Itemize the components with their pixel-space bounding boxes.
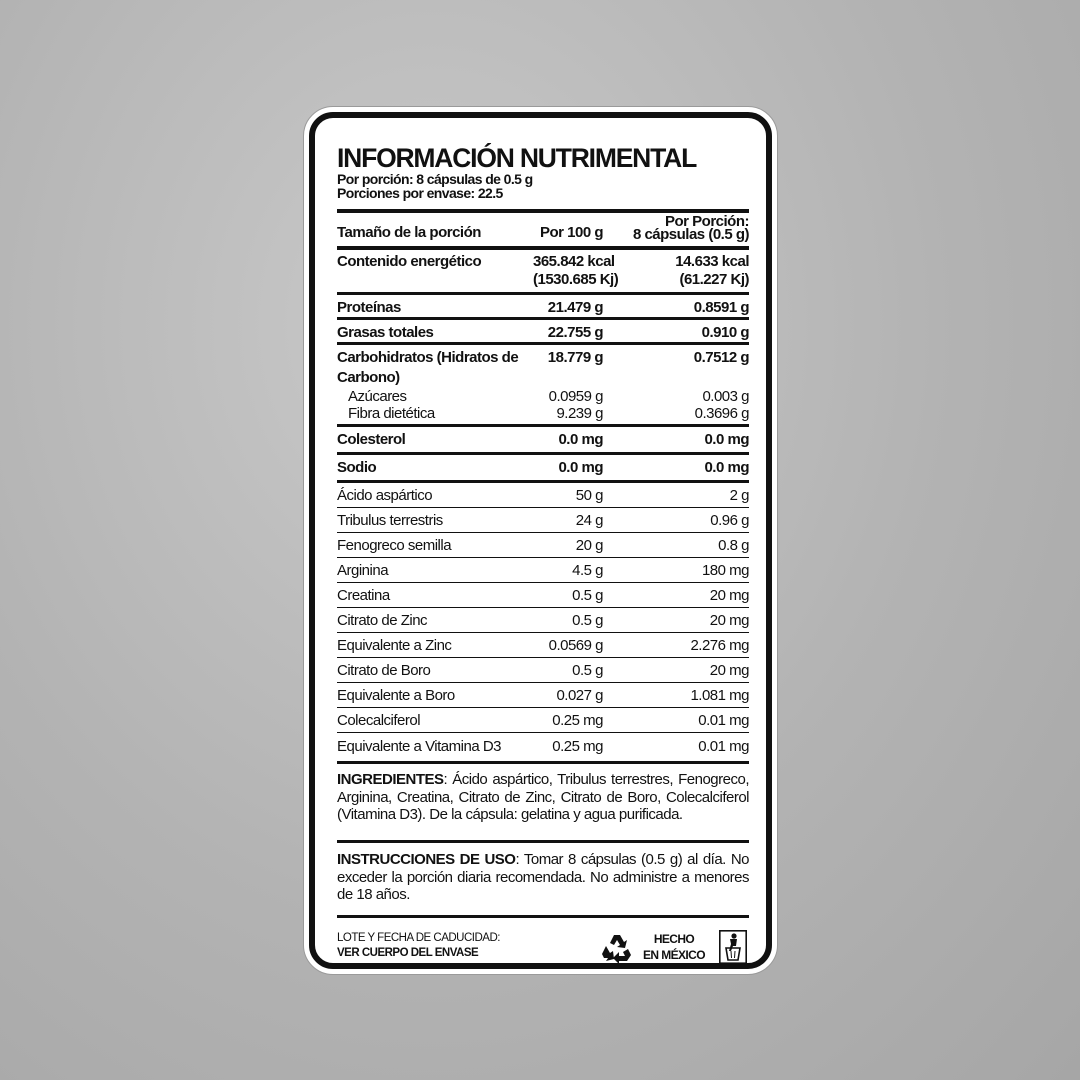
row-per100: 0.0569 g (548, 637, 603, 654)
label-footer (337, 918, 749, 980)
table-row (337, 483, 749, 508)
table-row (337, 583, 749, 608)
table-row (337, 608, 749, 633)
label-border (309, 112, 772, 969)
fats-name: Grasas totales (337, 324, 434, 341)
row-per100: 4.5 g (572, 562, 603, 579)
fats-per100: 22.755 g (547, 324, 603, 341)
energy-per100-kj: (1530.685 Kj) (533, 271, 619, 288)
row-portion: 20 mg (709, 587, 749, 604)
row-fiber (337, 405, 749, 427)
row-portion: 2.276 mg (690, 637, 749, 654)
table-row (337, 658, 749, 683)
made-in-line1: HECHO (653, 932, 695, 946)
table-row (337, 683, 749, 708)
ingredients-text: : Ácido aspártico, Tribulus terrestres, Fenogreco, Arginina, Creatina, Citrato de Zinc, Citrato de Boro, Colecalciferol (Vitamina D3). De la cápsula: gelatina y agua purificada. (337, 771, 749, 823)
made-in-line2: EN MÉXICO (643, 948, 705, 962)
instructions-section (337, 843, 749, 918)
row-sugars (337, 388, 749, 405)
trash-bin-icon (719, 930, 747, 964)
row-portion: 0.01 mg (698, 738, 749, 755)
sodium-per100: 0.0 mg (558, 459, 603, 476)
fats-portion: 0.910 g (701, 324, 749, 341)
row-cholesterol (337, 427, 749, 455)
row-name: Creatina (337, 587, 390, 604)
proteins-portion: 0.8591 g (693, 299, 749, 316)
energy-per100-kcal: 365.842 kcal (533, 253, 615, 270)
ingredients-label: INGREDIENTES (337, 771, 444, 788)
row-per100: 0.027 g (556, 687, 603, 704)
lot-expiry-line2: VER CUERPO DEL ENVASE (337, 947, 479, 959)
carbs-portion: 0.7512 g (693, 349, 749, 366)
cholesterol-portion: 0.0 mg (704, 431, 749, 448)
row-per100: 20 g (575, 537, 603, 554)
instructions-label: INSTRUCCIONES DE USO (337, 851, 516, 868)
label-title: INFORMACIÓN NUTRIMENTAL (337, 143, 697, 173)
sodium-name: Sodio (337, 459, 377, 476)
header-portion-size: Tamaño de la porción (337, 224, 481, 241)
row-name: Citrato de Zinc (337, 612, 428, 629)
row-portion: 20 mg (709, 662, 749, 679)
row-per100: 0.25 mg (552, 712, 603, 729)
row-per100: 0.5 g (572, 662, 603, 679)
table-row (337, 733, 749, 764)
serving-size-line: Por porción: 8 cápsulas de 0.5 g (337, 171, 533, 187)
row-per100: 0.25 mg (552, 738, 603, 755)
carbs-name: Carbohidratos (Hidratos de Carbono) (337, 349, 519, 386)
table-row (337, 633, 749, 658)
row-name: Fenogreco semilla (337, 537, 452, 554)
row-name: Colecalciferol (337, 712, 421, 729)
header-per-portion-line1: Por Porción: (664, 213, 749, 230)
recycle-icon (601, 932, 633, 964)
row-portion: 1.081 mg (690, 687, 749, 704)
ingredients-section (337, 764, 749, 843)
row-per100: 0.5 g (572, 587, 603, 604)
nutrition-label (303, 106, 778, 975)
row-fats (337, 320, 749, 345)
fiber-name: Fibra dietética (348, 405, 435, 422)
lot-expiry-note (337, 931, 500, 961)
row-name: Equivalente a Vitamina D3 (337, 738, 501, 755)
sugars-per100: 0.0959 g (548, 388, 603, 405)
energy-portion-kj: (61.227 Kj) (679, 271, 749, 288)
table-row (337, 708, 749, 733)
row-sodium (337, 455, 749, 483)
table-header (337, 213, 749, 250)
energy-portion-kcal: 14.633 kcal (675, 253, 749, 270)
row-portion: 180 mg (701, 562, 749, 579)
lot-expiry-line1: LOTE Y FECHA DE CADUCIDAD: (337, 932, 500, 944)
cholesterol-name: Colesterol (337, 431, 406, 448)
servings-per-container-line: Porciones por envase: 22.5 (337, 185, 503, 201)
row-portion: 20 mg (709, 612, 749, 629)
sugars-portion: 0.003 g (702, 388, 749, 405)
row-portion: 2 g (729, 487, 749, 504)
row-name: Tribulus terrestris (337, 512, 443, 529)
energy-name: Contenido energético (337, 253, 482, 270)
row-per100: 50 g (575, 487, 603, 504)
made-in-mexico (637, 931, 711, 963)
fiber-per100: 9.239 g (556, 405, 603, 422)
header-per-100g: Por 100 g (539, 224, 603, 241)
row-energy (337, 250, 749, 295)
energy-portion (603, 250, 749, 289)
label-content (337, 144, 749, 980)
cholesterol-per100: 0.0 mg (558, 431, 603, 448)
row-portion: 0.8 g (718, 537, 749, 554)
header-per-portion-line2: 8 cápsulas (0.5 g) (632, 226, 749, 243)
instructions-text: : Tomar 8 cápsulas (0.5 g) al día. No exceder la porción diaria recomendada. No administre a menores de 18 años. (337, 851, 749, 903)
header-per-portion (603, 213, 749, 241)
row-name: Equivalente a Zinc (337, 637, 452, 654)
row-portion: 0.01 mg (698, 712, 749, 729)
sodium-portion: 0.0 mg (704, 459, 749, 476)
row-name: Citrato de Boro (337, 662, 431, 679)
energy-per100 (533, 250, 619, 289)
row-name: Equivalente a Boro (337, 687, 455, 704)
fiber-portion: 0.3696 g (694, 405, 749, 422)
proteins-per100: 21.479 g (547, 299, 603, 316)
proteins-name: Proteínas (337, 299, 401, 316)
table-row (337, 558, 749, 583)
carbs-per100: 18.779 g (547, 349, 603, 366)
row-portion: 0.96 g (710, 512, 749, 529)
row-per100: 24 g (575, 512, 603, 529)
row-per100: 0.5 g (572, 612, 603, 629)
table-row (337, 508, 749, 533)
row-name: Arginina (337, 562, 389, 579)
row-carbs (337, 345, 749, 388)
table-row (337, 533, 749, 558)
sugars-name: Azúcares (348, 388, 407, 405)
row-name: Ácido aspártico (337, 487, 433, 504)
row-proteins (337, 295, 749, 320)
